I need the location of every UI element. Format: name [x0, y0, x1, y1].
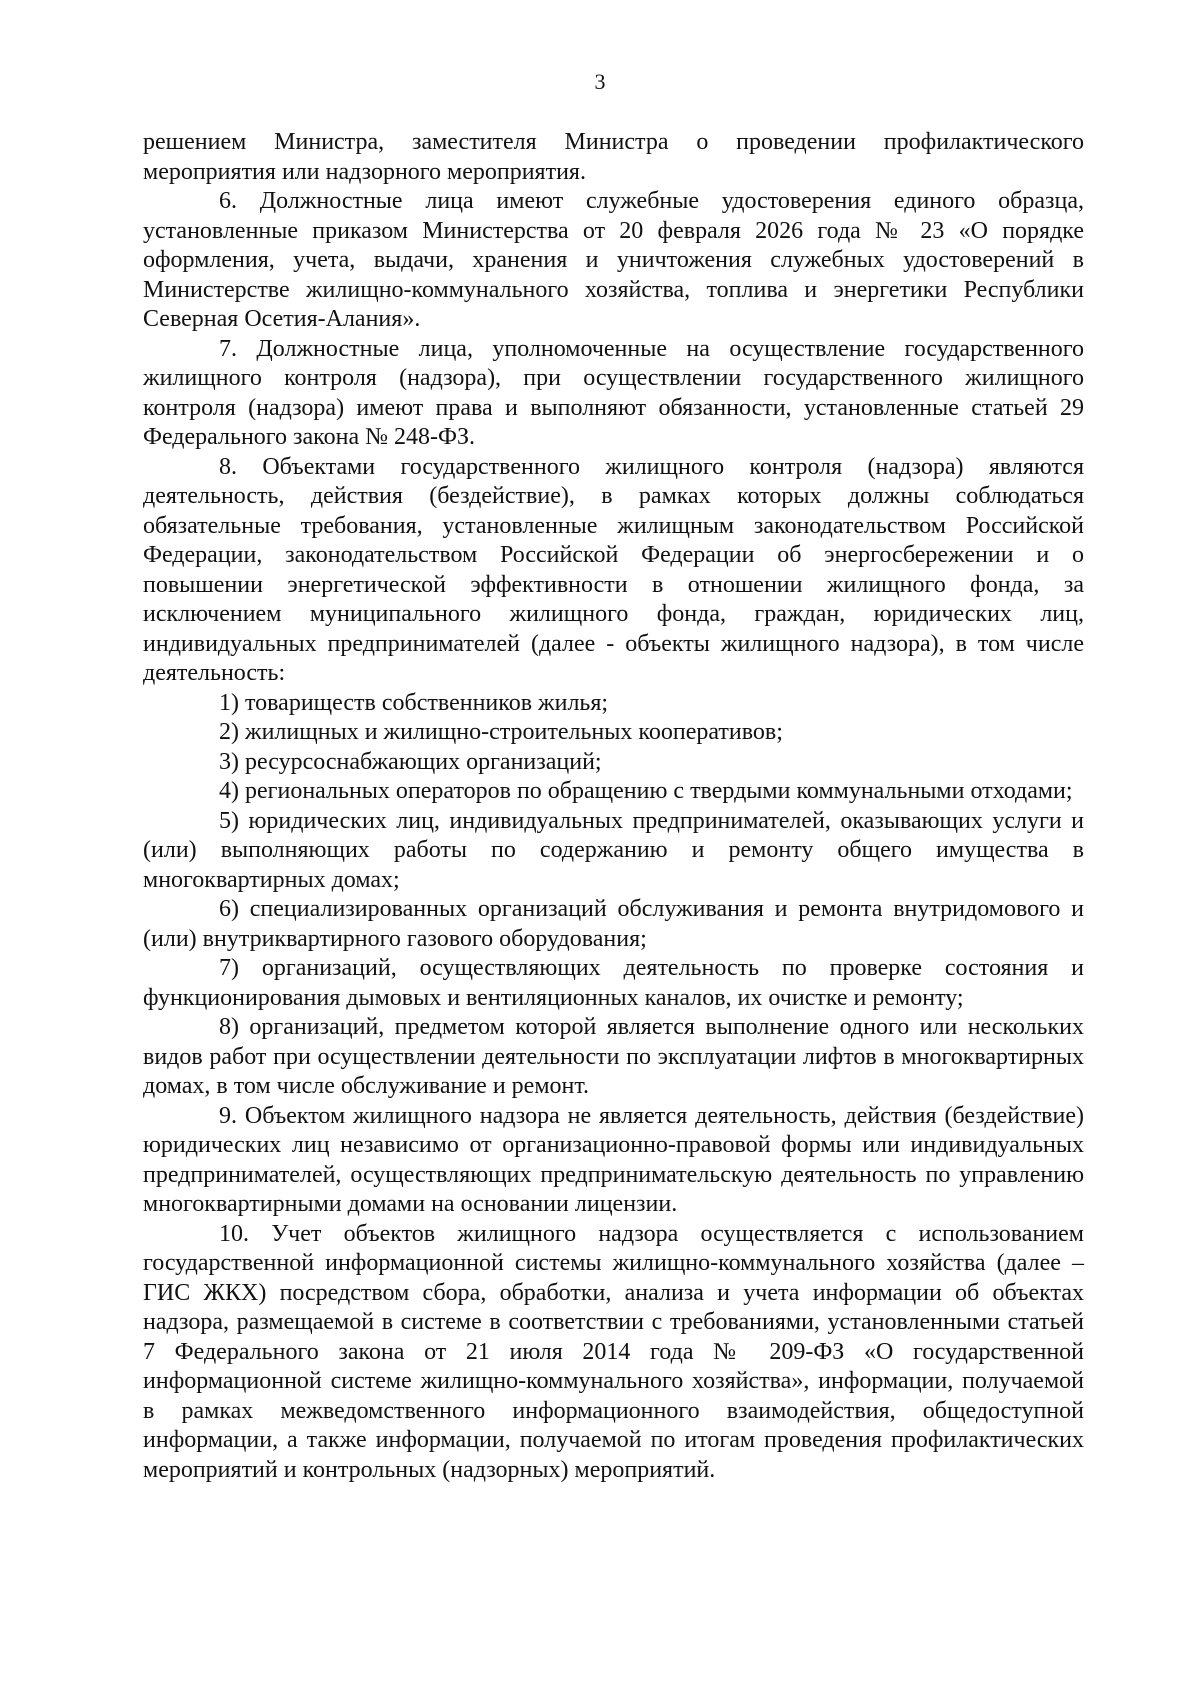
list-item-2-cooperatives: 2) жилищных и жилищно-строительных кооперативов;: [219, 719, 783, 745]
list-item-4-waste-operators: 4) региональных операторов по обращению с твердыми коммунальными отходами;: [219, 778, 1073, 804]
paragraph-8-objects-of-control: 8. Объектами государственного жилищного контроля (надзора) являются деятельность, действия (бездействие), в рамках которых должны соблюдаться обязательные требования, установленные жилищным законодательством Российской Федерации, законодательством Российской Федерации об энергосбережении и о повышении энергетической эффективности в отношении жилищного фонда, за исключением муниципального жилищного фонда, граждан, юридических лиц, индивидуальных предпринимателей (далее - объекты жилищного надзора), в том числе деятельность:: [143, 453, 1084, 686]
list-item-8-elevators: 8) организаций, предметом которой является выполнение одного или нескольких видов работ при осуществлении деятельности по эксплуатации лифтов в многоквартирных домах, в том числе обслуживание и ремонт.: [143, 1014, 1084, 1099]
paragraph-7-officials-rights: 7. Должностные лица, уполномоченные на осуществление государственного жилищного контроля (надзора), при осуществлении государственного жилищного контроля (надзора) имеют права и выполняют обязанности, установленные статьей 29 Федерального закона № 248-ФЗ.: [143, 335, 1084, 450]
list-item-1-hoa: 1) товариществ собственников жилья;: [219, 689, 609, 716]
page-number: 3: [594, 69, 606, 94]
paragraph-10-gis-housing: 10. Учет объектов жилищного надзора осуществляется с использованием государственной информационной системы жилищно-коммунального хозяйства (далее – ГИС ЖКХ) посредством сбора, обработки, анализа и учета информации об объектах надзора, размещаемой в системе в соответствии с требованиями, установленными статьей 7 Федерального закона от 21 июля 2014 года № 209-ФЗ «О государственной информационной системе жилищно-коммунального хозяйства», информации, получаемой в рамках межведомственного информационного взаимодействия, общедоступной информации, а также информации, получаемой по итогам проведения профилактических мероприятий и контрольных (надзорных) мероприятий.: [143, 1220, 1084, 1483]
paragraph-9-exclusion: 9. Объектом жилищного надзора не является деятельность, действия (бездействие) юридических лиц независимо от организационно-правовой формы или индивидуальных предпринимателей, осуществляющих предпринимательскую деятельность по управлению многоквартирными домами на основании лицензии.: [143, 1102, 1084, 1217]
paragraph-continuation: решением Министра, заместителя Министра о проведении профилактического мероприятия или надзорного мероприятия.: [143, 129, 1084, 185]
list-item-7-ventilation-channels: 7) организаций, осуществляющих деятельность по проверке состояния и функционирования дымовых и вентиляционных каналов, их очистке и ремонту;: [143, 955, 1084, 1011]
list-item-6-gas-equipment: 6) специализированных организаций обслуживания и ремонта внутридомового и (или) внутриквартирного газового оборудования;: [143, 896, 1084, 952]
paragraph-6-service-certificates: 6. Должностные лица имеют служебные удостоверения единого образца, установленные приказом Министерства от 20 февраля 2026 года № 23 «О порядке оформления, учета, выдачи, хранения и уничтожения служебных удостоверений в Министерстве жилищно-коммунального хозяйства, топлива и энергетики Республики Северная Осетия-Алания».: [143, 188, 1084, 332]
list-item-3-resource-suppliers: 3) ресурсоснабжающих организаций;: [219, 748, 602, 775]
document-body: [143, 128, 1084, 1485]
list-item-5-maintenance-providers: 5) юридических лиц, индивидуальных предпринимателей, оказывающих услуги и (или) выполняющих работы по содержанию и ремонту общего имущества в многоквартирных домах;: [143, 807, 1084, 893]
